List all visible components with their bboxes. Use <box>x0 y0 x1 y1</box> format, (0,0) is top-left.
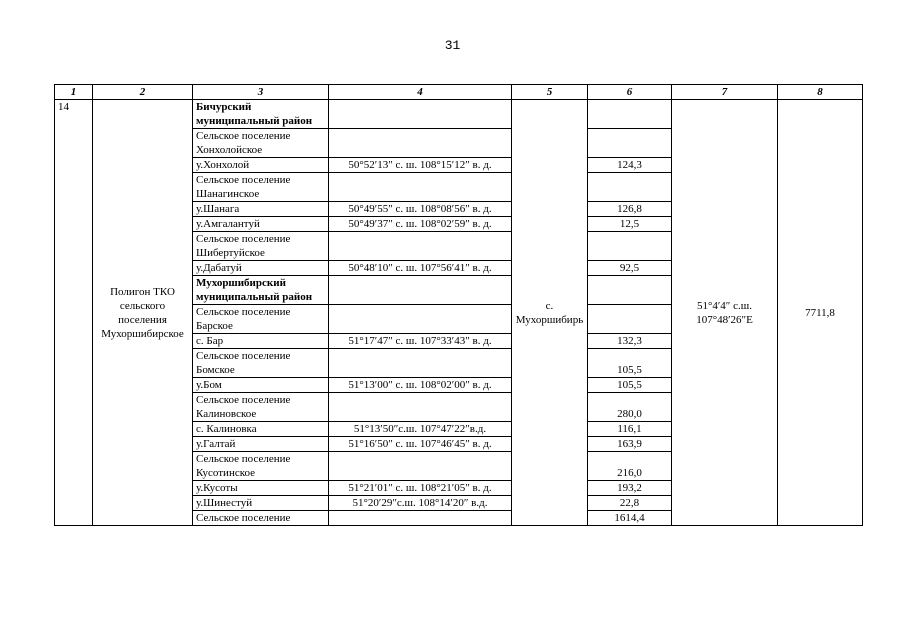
settlement-coordinates <box>329 232 512 261</box>
object-name: Полигон ТКО сельского поселения Мухоршибирское <box>93 100 193 526</box>
settlement-coordinates <box>329 276 512 305</box>
distance-value: 105,5 <box>588 349 672 378</box>
settlement-coordinates: 51°20′29″с.ш. 108°14′20″ в.д. <box>329 496 512 511</box>
settlement-name: Бичурский муниципальный район <box>193 100 329 129</box>
settlement-name: у.Дабатуй <box>193 261 329 276</box>
settlement-name: Мухоршибирский муниципальный район <box>193 276 329 305</box>
record-number: 14 <box>55 100 93 526</box>
header-cell: 7 <box>672 85 778 100</box>
settlement-coordinates <box>329 129 512 158</box>
settlement-name: у.Галтай <box>193 437 329 452</box>
distance-value: 280,0 <box>588 393 672 422</box>
page-number: 31 <box>444 38 461 53</box>
settlement-coordinates <box>329 173 512 202</box>
settlement-coordinates: 51°17′47″ с. ш. 107°33′43″ в. д. <box>329 334 512 349</box>
settlement-name: у.Бом <box>193 378 329 393</box>
settlement-coordinates: 50°48′10″ с. ш. 107°56′41″ в. д. <box>329 261 512 276</box>
settlement-name: Сельское поселение Барское <box>193 305 329 334</box>
settlement-coordinates: 51°16′50″ с. ш. 107°46′45″ в. д. <box>329 437 512 452</box>
distance-value: 193,2 <box>588 481 672 496</box>
distance-value: 132,3 <box>588 334 672 349</box>
distance-value: 1614,4 <box>588 511 672 526</box>
settlement-name: Сельское поселение Шибертуйское <box>193 232 329 261</box>
settlement-name: Сельское поселение Шанагинское <box>193 173 329 202</box>
header-cell: 1 <box>55 85 93 100</box>
settlement-name: у.Амгалантуй <box>193 217 329 232</box>
distance-value: 124,3 <box>588 158 672 173</box>
settlement-name: Сельское поселение Хонхолойское <box>193 129 329 158</box>
table-body <box>55 100 863 526</box>
settlement-name: у.Шинестуй <box>193 496 329 511</box>
settlement-coordinates: 51°13′00″ с. ш. 108°02′00″ в. д. <box>329 378 512 393</box>
distance-value <box>588 305 672 334</box>
settlement-coordinates: 50°49′37″ с. ш. 108°02′59″ в. д. <box>329 217 512 232</box>
settlement-coordinates: 51°13′50″с.ш. 107°47′22″в.д. <box>329 422 512 437</box>
distance-value: 12,5 <box>588 217 672 232</box>
facility-location: с. Мухоршибирь <box>512 100 588 526</box>
distance-value: 116,1 <box>588 422 672 437</box>
settlement-name: Сельское поселение Калиновское <box>193 393 329 422</box>
distance-value <box>588 129 672 158</box>
settlement-name: Сельское поселение Бомское <box>193 349 329 378</box>
settlement-name: у.Хонхолой <box>193 158 329 173</box>
settlement-name: с. Калиновка <box>193 422 329 437</box>
settlement-name: Сельское поселение <box>193 511 329 526</box>
header-cell: 3 <box>193 85 329 100</box>
settlement-coordinates <box>329 511 512 526</box>
distance-value: 22,8 <box>588 496 672 511</box>
settlement-name: с. Бар <box>193 334 329 349</box>
settlement-coordinates <box>329 349 512 378</box>
settlement-coordinates: 50°49′55″ с. ш. 108°08′56″ в. д. <box>329 202 512 217</box>
settlement-name: Сельское поселение Кусотинское <box>193 452 329 481</box>
header-cell: 4 <box>329 85 512 100</box>
distance-value: 163,9 <box>588 437 672 452</box>
header-cell: 6 <box>588 85 672 100</box>
settlement-coordinates <box>329 305 512 334</box>
distance-value <box>588 232 672 261</box>
header-cell: 5 <box>512 85 588 100</box>
distance-value: 216,0 <box>588 452 672 481</box>
settlement-name: у.Шанага <box>193 202 329 217</box>
header-row <box>55 85 863 100</box>
distance-value: 105,5 <box>588 378 672 393</box>
header-cell: 8 <box>778 85 863 100</box>
settlement-name: у.Кусоты <box>193 481 329 496</box>
header-cell: 2 <box>93 85 193 100</box>
settlement-coordinates: 51°21′01″ с. ш. 108°21′05″ в. д. <box>329 481 512 496</box>
table-row <box>55 100 863 129</box>
settlement-coordinates: 50°52′13″ с. ш. 108°15′12″ в. д. <box>329 158 512 173</box>
settlement-coordinates <box>329 452 512 481</box>
distance-value: 126,8 <box>588 202 672 217</box>
settlement-coordinates <box>329 393 512 422</box>
data-table <box>54 84 863 526</box>
distance-value <box>588 173 672 202</box>
facility-coordinates: 51°4′4″ с.ш. 107°48′26″E <box>672 100 778 526</box>
distance-value: 92,5 <box>588 261 672 276</box>
facility-area: 7711,8 <box>778 100 863 526</box>
settlement-coordinates <box>329 100 512 129</box>
distance-value <box>588 276 672 305</box>
distance-value <box>588 100 672 129</box>
